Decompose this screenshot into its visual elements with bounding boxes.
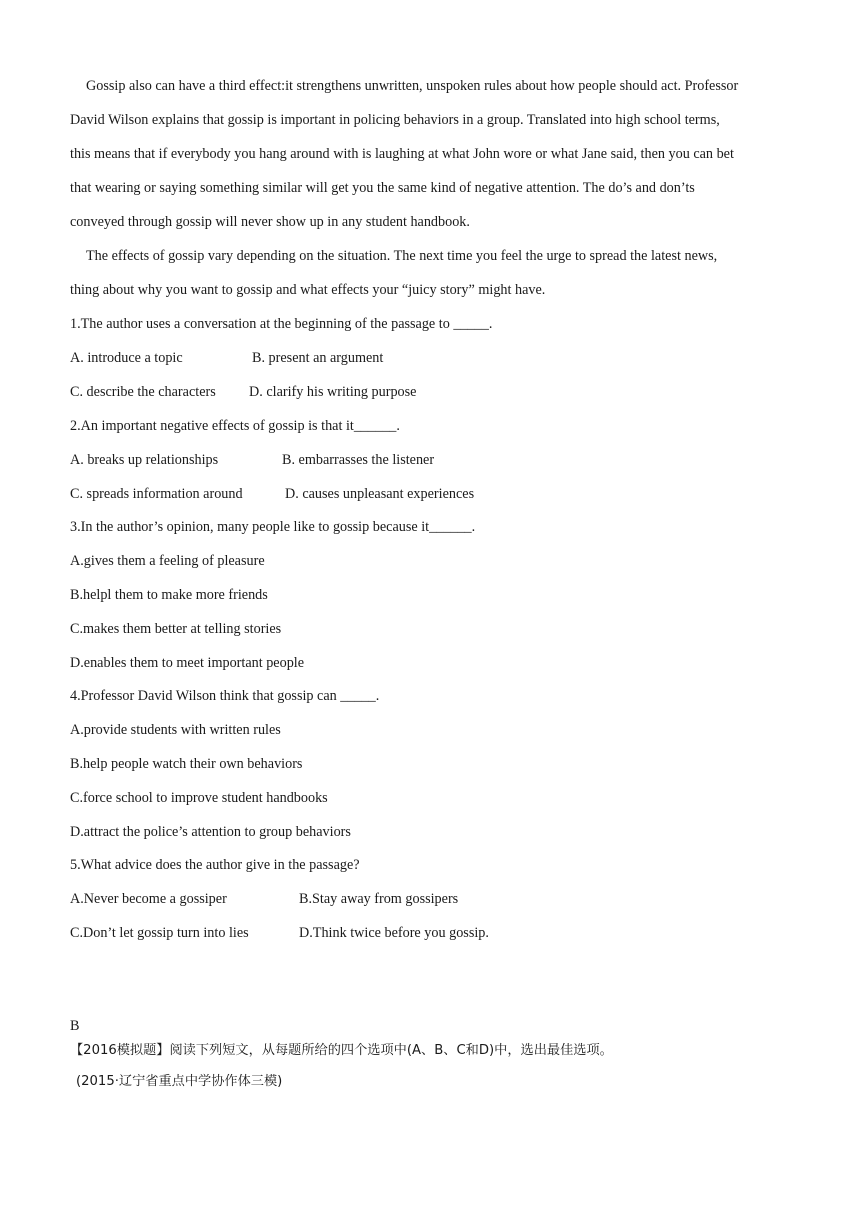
passage-p1-line-3: this means that if everybody you hang around with is laughing at what John wore or what Jane said, then you can bet [70,146,734,162]
question-2-option-d: D. causes unpleasant experiences [285,486,475,502]
question-1-option-b: B. present an argument [252,350,384,366]
passage-p1-line-5: conveyed through gossip will never show up in any student handbook. [70,214,470,230]
question-4-option-b: B.help people watch their own behaviors [70,756,303,772]
section-b-source: (2015·辽宁省重点中学协作体三模) [76,1074,283,1089]
section-b-label: B [70,1018,80,1034]
question-5-stem: 5.What advice does the author give in the passage? [70,857,360,873]
question-4-option-d: D.attract the police’s attention to group behaviors [70,824,351,840]
passage-p1-line-1: Gossip also can have a third effect:it strengthens unwritten, unspoken rules about how people should act. Professor [86,78,739,94]
question-1-option-c: C. describe the characters [70,384,216,400]
question-1-option-a: A. introduce a topic [70,350,183,366]
passage-p2-line-2: thing about why you want to gossip and what effects your “juicy story” might have. [70,282,546,298]
question-4-stem: 4.Professor David Wilson think that gossip can _____. [70,688,380,704]
question-3-option-a: A.gives them a feeling of pleasure [70,553,265,569]
question-5-option-d: D.Think twice before you gossip. [299,925,489,941]
question-2-stem: 2.An important negative effects of gossip is that it______. [70,418,400,434]
question-1-option-d: D. clarify his writing purpose [249,384,417,400]
section-b-instruction: 【2016模拟题】阅读下列短文，从每题所给的四个选项中(A、B、C和D)中，选出最佳选项。 [70,1043,613,1058]
question-3-option-c: C.makes them better at telling stories [70,621,282,637]
question-5-option-b: B.Stay away from gossipers [299,891,459,907]
question-5-option-c: C.Don’t let gossip turn into lies [70,925,249,941]
question-3-option-d: D.enables them to meet important people [70,655,305,671]
passage-p1-line-4: that wearing or saying something similar will get you the same kind of negative attention. The do’s and don’ts [70,180,695,196]
question-2-option-a: A. breaks up relationships [70,452,219,468]
passage-p2-line-1: The effects of gossip vary depending on the situation. The next time you feel the urge to spread the latest news, [86,248,718,264]
passage-p1-line-2: David Wilson explains that gossip is important in policing behaviors in a group. Translated into high school terms, [70,112,720,128]
question-4-option-a: A.provide students with written rules [70,722,281,738]
question-1-stem: 1.The author uses a conversation at the beginning of the passage to _____. [70,316,493,332]
question-3-option-b: B.helpl them to make more friends [70,587,268,603]
question-2-option-c: C. spreads information around [70,486,243,502]
question-4-option-c: C.force school to improve student handbooks [70,790,328,806]
question-3-stem: 3.In the author’s opinion, many people like to gossip because it______. [70,519,476,535]
question-5-option-a: A.Never become a gossiper [70,891,227,907]
question-2-option-b: B. embarrasses the listener [282,452,435,468]
